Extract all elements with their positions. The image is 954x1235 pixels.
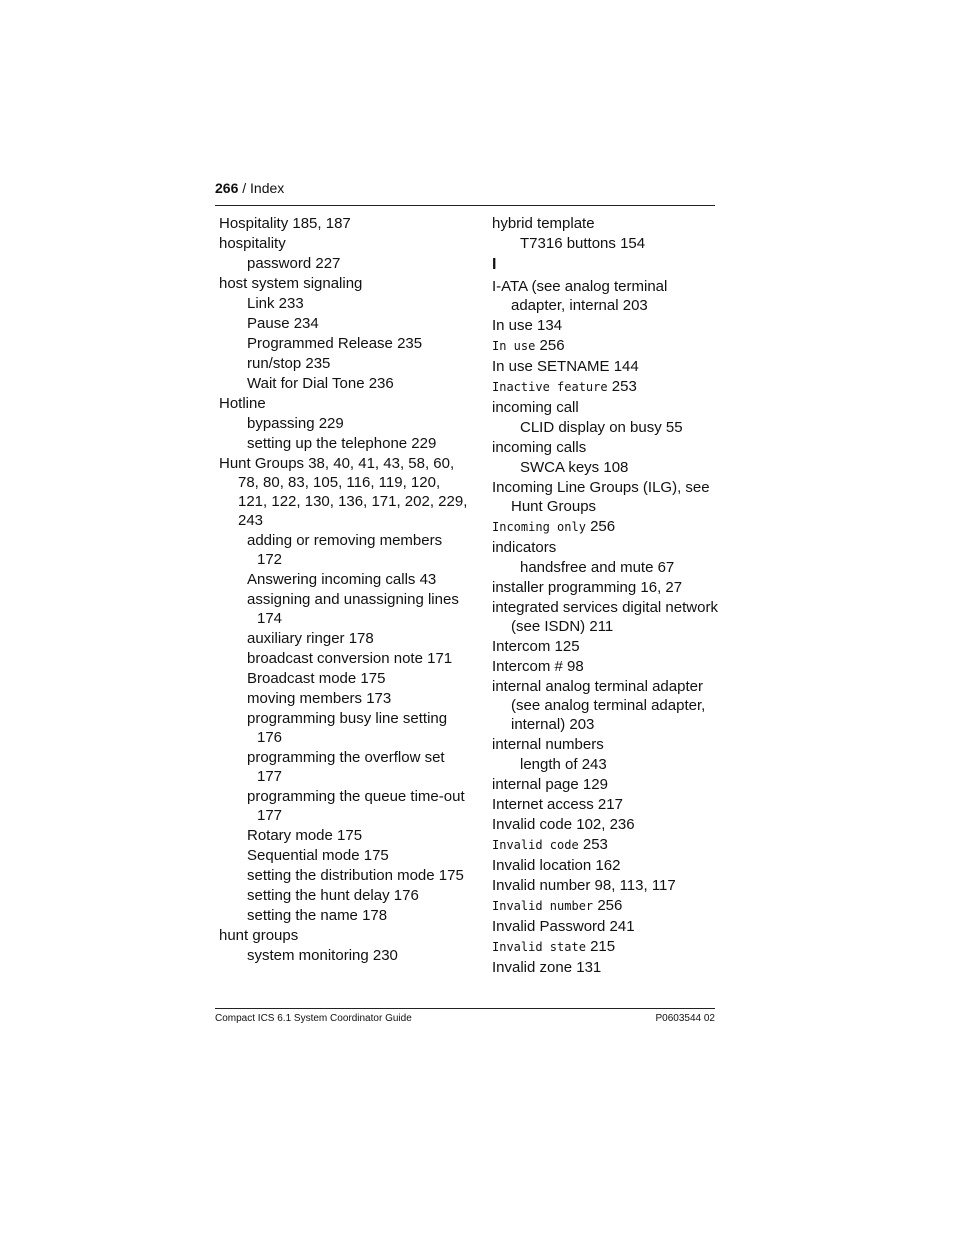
page-header bbox=[215, 180, 284, 196]
index-entry: Invalid location 162 bbox=[492, 857, 621, 874]
index-entry: Invalid Password 241 bbox=[492, 918, 635, 935]
index-subentry: password 227 bbox=[247, 255, 341, 272]
header-section: Index bbox=[250, 180, 285, 196]
index-entry bbox=[492, 336, 720, 356]
index-subentry: programming busy line setting 176 bbox=[247, 710, 448, 746]
index-entry bbox=[492, 896, 720, 916]
header-separator: / bbox=[238, 180, 251, 196]
display-text: In use bbox=[492, 339, 536, 353]
page-ref: 215 bbox=[585, 938, 616, 955]
display-text: Invalid state bbox=[492, 940, 586, 954]
index-entry: incoming calls bbox=[492, 439, 587, 456]
page-ref: 256 bbox=[585, 518, 616, 535]
page-ref: 256 bbox=[535, 337, 565, 354]
index-subentry: Sequential mode 175 bbox=[247, 847, 389, 864]
index-letter-heading: I bbox=[492, 256, 497, 273]
index-entry: integrated services digital network (see ISDN) 211 bbox=[492, 599, 718, 635]
index-entry: Intercom 125 bbox=[492, 638, 580, 655]
footer-title: Compact ICS 6.1 System Coordinator Guide bbox=[215, 1013, 412, 1024]
index-entry: In use 134 bbox=[492, 317, 563, 334]
index-subentry: auxiliary ringer 178 bbox=[247, 630, 374, 647]
index-entry: hybrid template bbox=[492, 215, 595, 232]
display-text: Inactive feature bbox=[492, 380, 608, 394]
index-subentry: length of 243 bbox=[520, 756, 607, 773]
index-subentry: system monitoring 230 bbox=[247, 947, 398, 964]
index-entry: Invalid zone 131 bbox=[492, 959, 602, 976]
index-subentry: Answering incoming calls 43 bbox=[247, 571, 437, 588]
index-entry: I-ATA (see analog terminal adapter, internal 203 bbox=[492, 278, 668, 314]
display-text: Invalid code bbox=[492, 838, 579, 852]
index-subentry: setting the hunt delay 176 bbox=[247, 887, 419, 904]
index-subentry: Programmed Release 235 bbox=[247, 335, 423, 352]
index-entry: Hotline bbox=[219, 395, 266, 412]
index-entry: Incoming Line Groups (ILG), see Hunt Groups bbox=[492, 479, 710, 515]
index-subentry: Broadcast mode 175 bbox=[247, 670, 386, 687]
index-entry bbox=[492, 937, 720, 957]
index-entry: Hunt Groups 38, 40, 41, 43, 58, 60, 78, 80, 83, 105, 116, 119, 120, 121, 122, 130, 136, 171, 202, 229, 243 bbox=[219, 455, 468, 529]
page-ref: 253 bbox=[578, 836, 608, 853]
page-number: 266 bbox=[215, 180, 239, 196]
index-entry bbox=[492, 835, 720, 855]
footer-doc-number: P0603544 02 bbox=[655, 1013, 715, 1024]
index-entry bbox=[492, 517, 720, 537]
display-text: Incoming only bbox=[492, 520, 586, 534]
index-column-left bbox=[219, 214, 469, 966]
index-entry: Hospitality 185, 187 bbox=[219, 215, 351, 232]
index-subentry: programming the queue time-out 177 bbox=[247, 788, 465, 824]
index-entry: internal analog terminal adapter (see analog terminal adapter, internal) 203 bbox=[492, 678, 706, 733]
index-entry: installer programming 16, 27 bbox=[492, 579, 683, 596]
index-subentry: Wait for Dial Tone 236 bbox=[247, 375, 394, 392]
index-subentry: setting the distribution mode 175 bbox=[247, 867, 464, 884]
index-subentry: assigning and unassigning lines 174 bbox=[247, 591, 459, 627]
index-subentry: moving members 173 bbox=[247, 690, 392, 707]
index-entry: incoming call bbox=[492, 399, 579, 416]
index-subentry: CLID display on busy 55 bbox=[520, 419, 683, 436]
index-subentry: run/stop 235 bbox=[247, 355, 331, 372]
index-subentry: setting up the telephone 229 bbox=[247, 435, 437, 452]
index-entry bbox=[492, 377, 720, 397]
index-entry: In use SETNAME 144 bbox=[492, 358, 639, 375]
index-subentry: programming the overflow set 177 bbox=[247, 749, 445, 785]
display-text: Invalid number bbox=[492, 899, 594, 913]
index-entry: hospitality bbox=[219, 235, 286, 252]
index-entry: Internet access 217 bbox=[492, 796, 623, 813]
index-entry: internal page 129 bbox=[492, 776, 608, 793]
index-subentry: SWCA keys 108 bbox=[520, 459, 629, 476]
index-subentry: T7316 buttons 154 bbox=[520, 235, 646, 252]
index-subentry: setting the name 178 bbox=[247, 907, 388, 924]
index-entry: Invalid code 102, 236 bbox=[492, 816, 635, 833]
index-subentry: broadcast conversion note 171 bbox=[247, 650, 453, 667]
index-subentry: Link 233 bbox=[247, 295, 304, 312]
footer-rule bbox=[215, 1008, 715, 1009]
index-column-right bbox=[492, 214, 720, 978]
index-entry: host system signaling bbox=[219, 275, 363, 292]
page-ref: 253 bbox=[607, 378, 637, 395]
index-entry: Intercom # 98 bbox=[492, 658, 584, 675]
index-entry: indicators bbox=[492, 539, 557, 556]
index-subentry: bypassing 229 bbox=[247, 415, 344, 432]
index-subentry: Pause 234 bbox=[247, 315, 319, 332]
header-rule bbox=[215, 205, 715, 206]
index-subentry: handsfree and mute 67 bbox=[520, 559, 675, 576]
index-entry: Invalid number 98, 113, 117 bbox=[492, 877, 676, 894]
index-entry: internal numbers bbox=[492, 736, 604, 753]
index-entry: hunt groups bbox=[219, 927, 299, 944]
index-subentry: adding or removing members 172 bbox=[247, 532, 443, 568]
page-ref: 256 bbox=[593, 897, 623, 914]
index-subentry: Rotary mode 175 bbox=[247, 827, 363, 844]
